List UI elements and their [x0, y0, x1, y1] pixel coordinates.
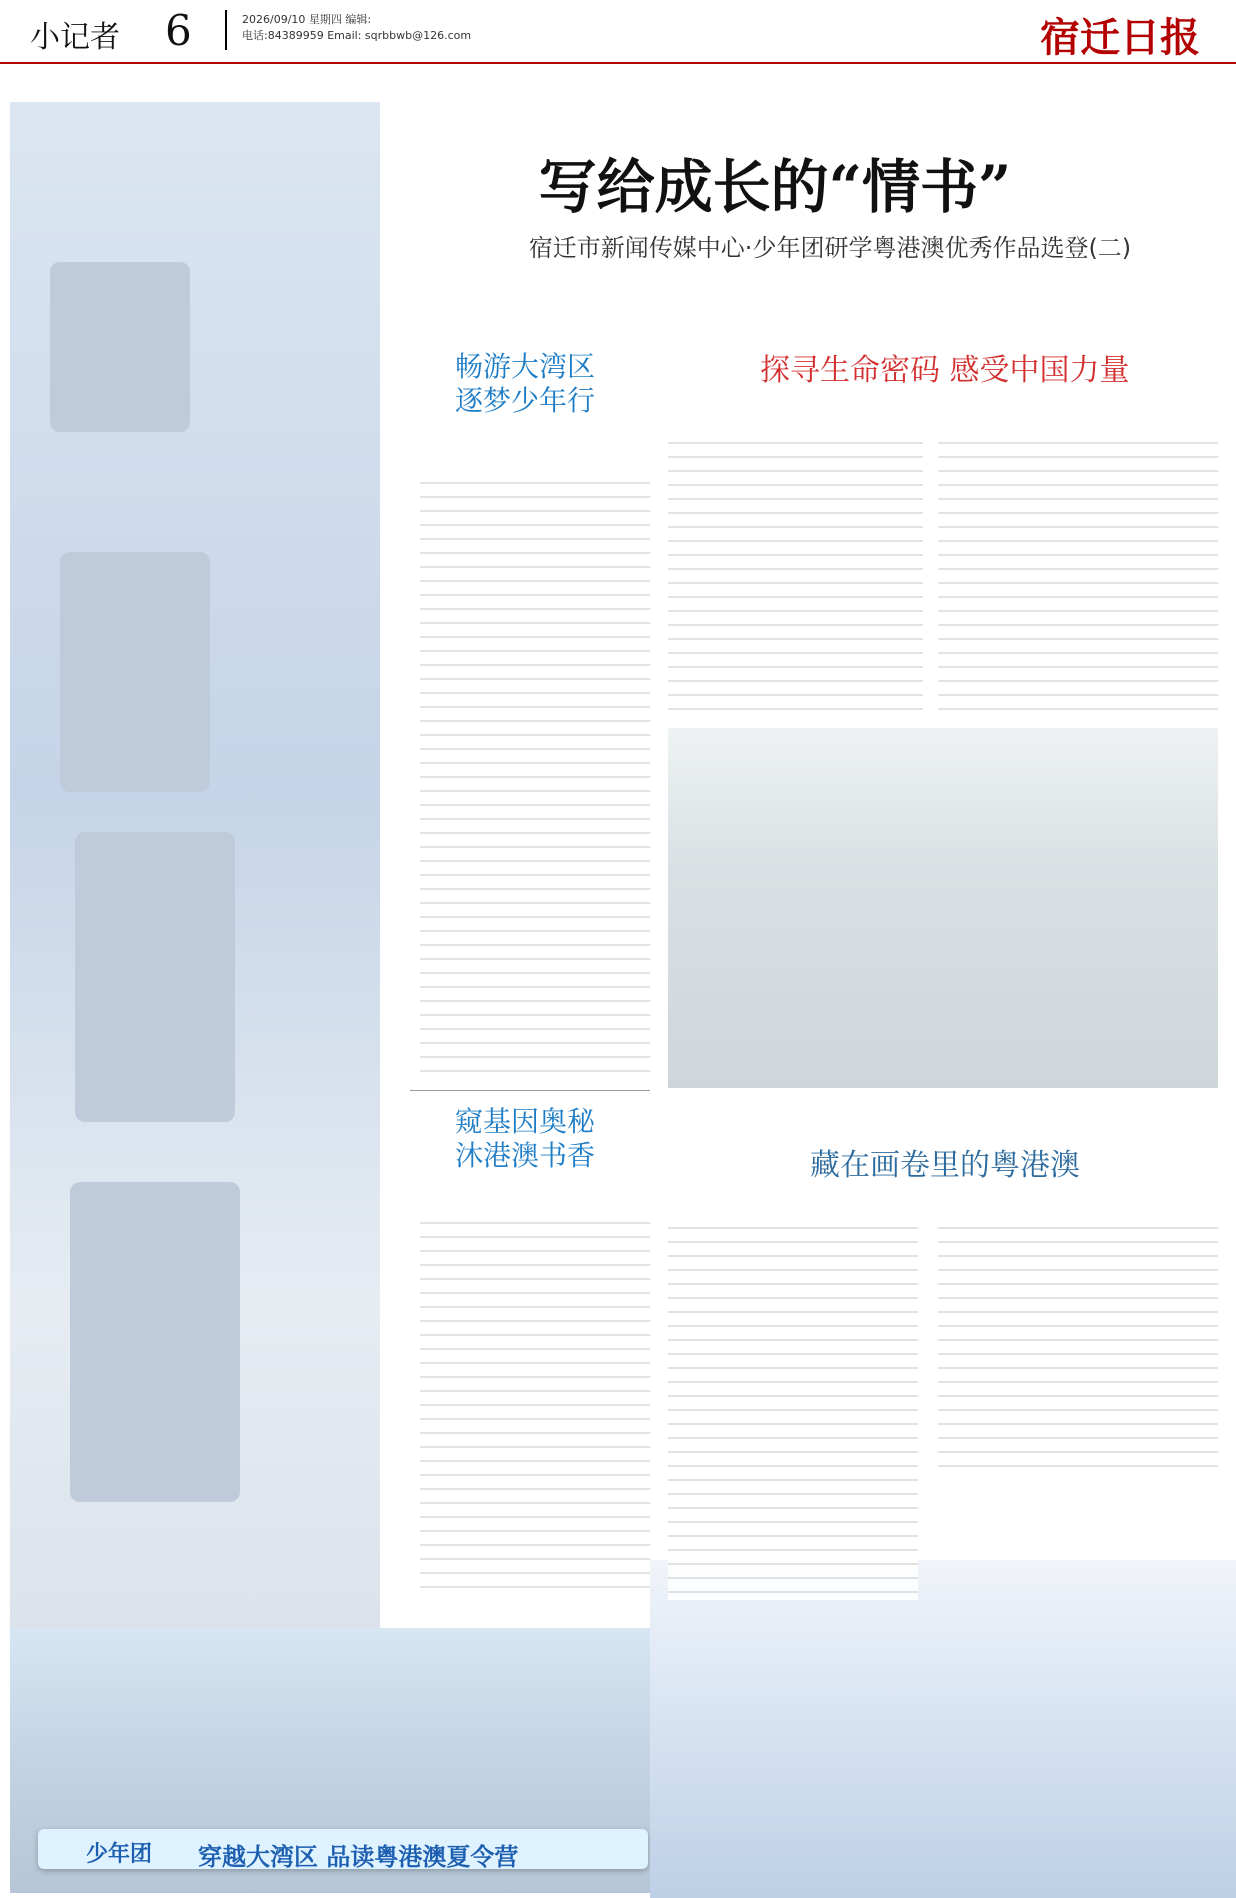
- group-photo: [10, 1628, 650, 1893]
- page-header: [0, 0, 1236, 64]
- page-subtitle: 宿迁市新闻传媒中心·少年团研学粤港澳优秀作品选登(二): [528, 234, 1132, 262]
- page-number: 6: [165, 6, 192, 55]
- header-meta-line1: 2026/09/10 星期四 编辑:: [242, 13, 372, 26]
- article-body-1: [420, 470, 650, 1080]
- section-name: 小记者: [30, 20, 120, 55]
- article-body-3-cont: [938, 430, 1218, 715]
- article-title-1-line1: 畅游大湾区: [454, 350, 595, 383]
- left-photo-collage: [10, 102, 380, 1817]
- article-title-2-line1: 窥基因奥秘: [454, 1105, 595, 1138]
- article-title-1: [420, 350, 630, 418]
- student-photo: [70, 1182, 240, 1502]
- student-photo: [60, 552, 210, 792]
- camp-banner: [38, 1829, 648, 1869]
- city-skyline-photo: [650, 1560, 1236, 1898]
- article-title-4: 藏在画卷里的粤港澳: [810, 1148, 1080, 1183]
- article-body-4-cont: [938, 1215, 1218, 1475]
- article-body-2: [420, 1210, 650, 1590]
- camp-banner-left: 少年团: [86, 1842, 153, 1867]
- article-photo: [668, 728, 1218, 1088]
- student-photo: [50, 262, 190, 432]
- article-body-4: [668, 1215, 918, 1600]
- column-divider: [410, 1090, 650, 1091]
- newspaper-brand: 宿迁日报: [1040, 14, 1200, 61]
- header-meta: [242, 12, 471, 44]
- header-divider: [225, 10, 227, 50]
- camp-banner-right: 穿越大湾区 品读粤港澳夏令营: [198, 1843, 519, 1871]
- article-title-2-line2: 沐港澳书香: [454, 1139, 595, 1172]
- header-meta-line2: 电话:84389959 Email: sqrbbwb@126.com: [242, 29, 472, 42]
- article-title-2: [420, 1105, 630, 1173]
- article-body-3: [668, 430, 923, 715]
- article-title-1-line2: 逐梦少年行: [454, 384, 595, 417]
- student-photo: [75, 832, 235, 1122]
- page-title: 写给成长的“情书”: [538, 153, 1012, 221]
- article-title-3: 探寻生命密码 感受中国力量: [760, 353, 1130, 388]
